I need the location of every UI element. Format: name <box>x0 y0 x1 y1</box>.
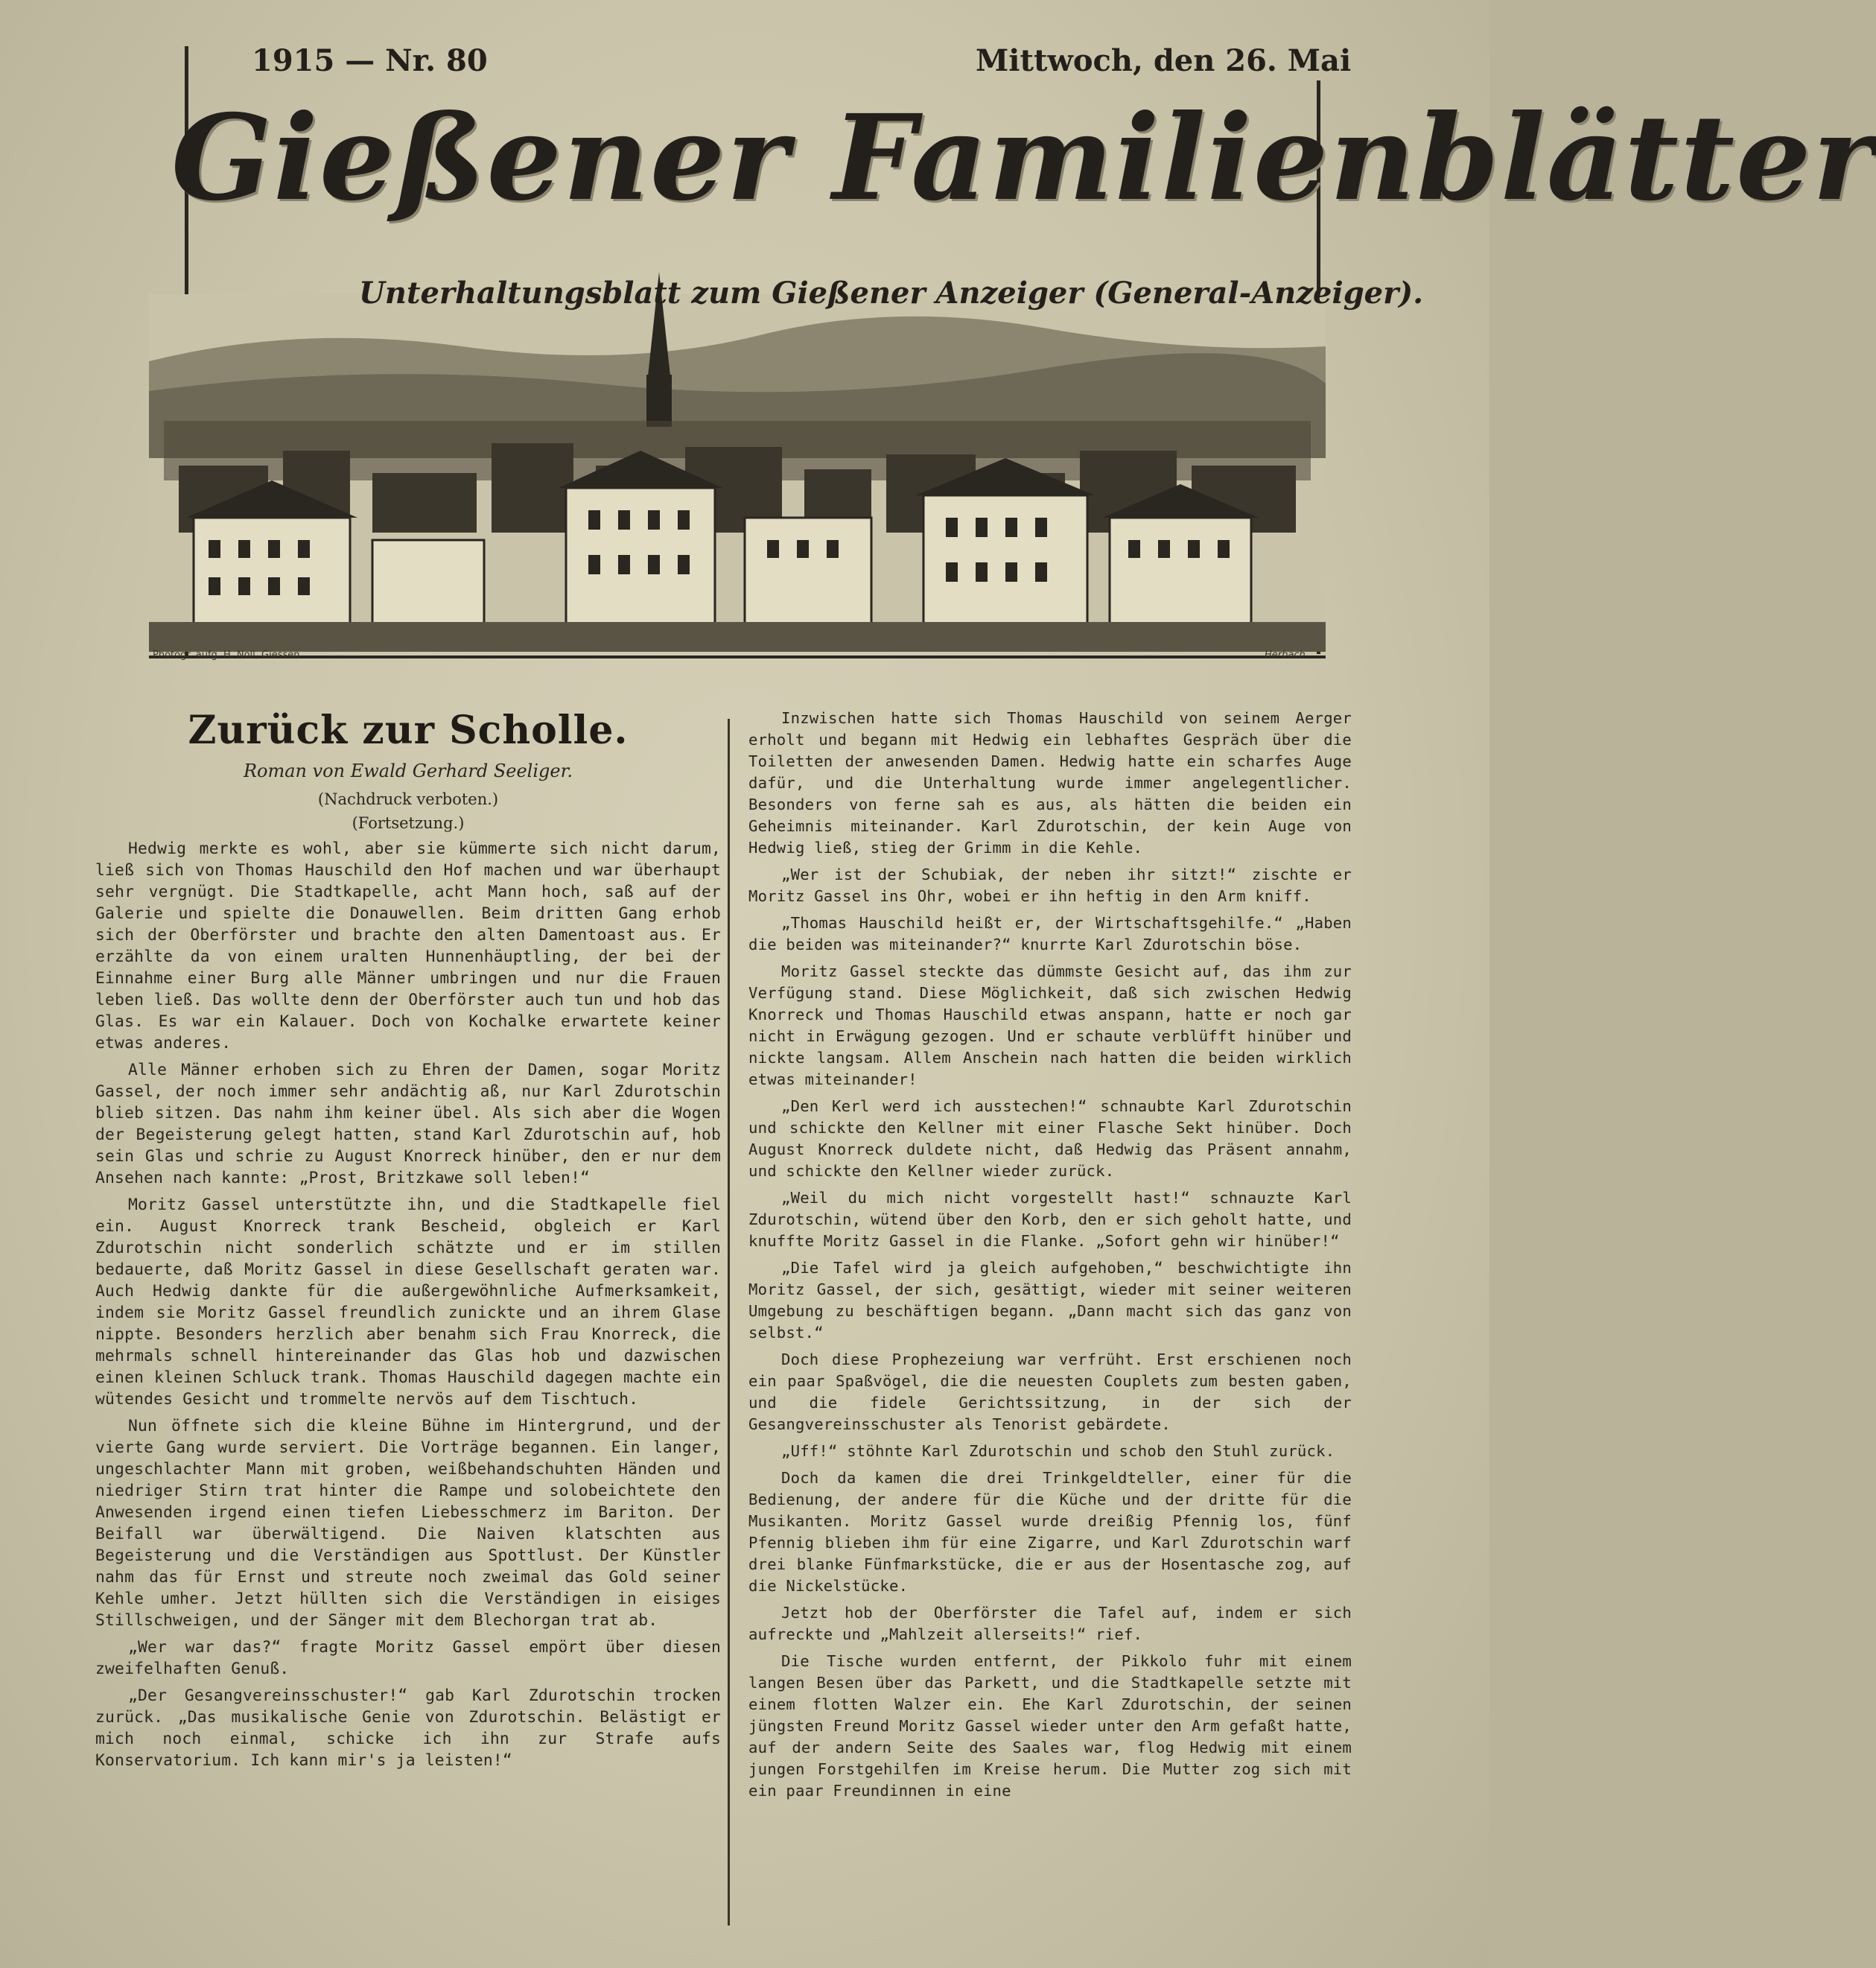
paragraph: Nun öffnete sich die kleine Bühne im Hintergrund, und der vierte Gang wurde serviert. Die Vorträge begannen. Ein langer, ungeschlachter Mann mit groben, weißbehandschuhten Händen und niedriger Stirn trat hinter die Rampe und solobeichtete den Anwesenden irgend einen tiefen Liebesschmerz im Bariton. Der Beifall war überwältigend. Die Naiven klatschten aus Begeisterung und die Verständigen aus Spottlust. Der Künstler nahm das für Ernst und streute noch zweimal das Gold seiner Kehle umher. Jetzt hüllten sich die Verständigen in eisiges Stillschweigen, und der Sänger mit dem Blechorgan trat ab. <box>95 1417 721 1630</box>
engraver-signature: Herbach <box>1265 650 1306 661</box>
paragraph: Doch diese Prophezeiung war verfrüht. Erst erschienen noch ein paar Spaßvögel, die die neuesten Couplets zum besten gaben, und die fidele Gerichtssitzung, in der sich der Gesangvereinsschuster als Tenorist gebärdete. <box>748 1350 1352 1433</box>
paragraph: „Den Kerl werd ich ausstechen!“ schnaubte Karl Zdurotschin und schickte den Kellner mit einer Flasche Sekt hinüber. Doch August Knorreck duldete nicht, daß Hedwig das Präsent annahm, und schickte den Kellner wieder zurück. <box>748 1097 1352 1180</box>
masthead-title: Gießener Familienblätter <box>171 89 1876 227</box>
story-title: Zurück zur Scholle. <box>188 708 629 753</box>
paragraph: „Die Tafel wird ja gleich aufgehoben,“ beschwichtigte ihn Moritz Gassel, der sich, gesättigt, wieder mit seiner weiteren Umgebung zu beschäftigen begann. „Dann macht sich das ganz von selbst.“ <box>748 1259 1352 1342</box>
paragraph: Hedwig merkte es wohl, aber sie kümmerte sich nicht darum, ließ sich von Thomas Hauschild den Hof machen und war überhaupt sehr vergnügt. Die Stadtkapelle, acht Mann hoch, saß auf der Galerie und spielte die Donauwellen. Beim dritten Gang erhob sich der Oberförster und brachte den alten Damentoast aus. Er erzählte da von einem uralten Hunnenhäuptling, der bei der Einnahme einer Burg alle Männer umbringen und nur die Frauen leben ließ. Das wollte denn der Oberförster auch tun und hob das Glas. Es war ein Kalauer. Doch von Kochalke erwartete keiner etwas anderes. <box>95 839 721 1053</box>
masthead-subtitle: Unterhaltungsblatt zum Gießener Anzeiger (General-Anzeiger). <box>359 276 1424 311</box>
paragraph: „Der Gesangvereinsschuster!“ gab Karl Zdurotschin trocken zurück. „Das musikalische Genie von Zdurotschin. Belästigt er mich noch einmal, schicke ich ihn zur Strafe aufs Konservatorium. Ich kann mir's ja leisten!“ <box>95 1686 721 1770</box>
paragraph: „Wer ist der Schubiak, der neben ihr sitzt!“ zischte er Moritz Gassel ins Ohr, wobei er ihn heftig in den Arm kniff. <box>748 866 1352 905</box>
column-divider <box>728 719 730 1926</box>
paragraph: Inzwischen hatte sich Thomas Hauschild von seinem Aerger erholt und begann mit Hedwig ein lebhaftes Gespräch über die Toiletten der anwesenden Damen. Hedwig hatte ein scharfes Auge dafür, und die Unterhaltung wurde immer angelegentlicher. Besonders von ferne sah es aus, als hätten die beiden ein Geheimnis miteinander. Karl Zdurotschin, der kein Auge von Hedwig ließ, stieg der Grimm in die Kehle. <box>748 709 1352 857</box>
paragraph: „Weil du mich nicht vorgestellt hast!“ schnauzte Karl Zdurotschin, wütend über den Korb, den er sich geholt hatte, und knuffte Moritz Gassel in die Flanke. „Sofort gehn wir hinüber!“ <box>748 1189 1352 1250</box>
paragraph: „Wer war das?“ fragte Moritz Gassel empört über diesen zweifelhaften Genuß. <box>95 1638 721 1678</box>
paragraph: „Uff!“ stöhnte Karl Zdurotschin und schob den Stuhl zurück. <box>781 1442 1335 1460</box>
paragraph: Moritz Gassel unterstützte ihn, und die Stadtkapelle fiel ein. August Knorreck trank Bescheid, obgleich er Karl Zdurotschin nicht sonderlich schätzte und er im stillen bedauerte, daß Moritz Gassel in diese Gesellschaft geraten war. Auch Hedwig dankte für die außergewöhnliche Aufmerksamkeit, indem sie Moritz Gassel freundlich zunickte und an ihrem Glase nippte. Besonders herzlich aber benahm sich Frau Knorreck, die mehrmals schnell hintereinander das Glas hob und dazwischen einen kleinen Schluck trank. Thomas Hauschild dagegen machte ein wütendes Gesicht und trommelte nervös auf dem Tischtuch. <box>95 1196 721 1409</box>
issue-number: 1915 — Nr. 80 <box>252 43 488 78</box>
issue-date: Mittwoch, den 26. Mai <box>976 43 1352 78</box>
right-column <box>748 708 1352 1807</box>
paragraph: Die Tische wurden entfernt, der Pikkolo fuhr mit einem langen Besen über das Parkett, und die Stadtkapelle setzte mit einem flotten Walzer ein. Ehe Karl Zdurotschin, der seinen jüngsten Freund Moritz Gassel wieder unter den Arm gefaßt hatte, auf der andern Seite des Saales war, flog Hedwig mit einem jungen Forstgehilfen im Kreise herum. Die Mutter zog sich mit ein paar Freundinnen in eine <box>748 1652 1352 1800</box>
reprint-note: (Nachdruck verboten.) <box>317 790 499 808</box>
paragraph: Alle Männer erhoben sich zu Ehren der Damen, sogar Moritz Gassel, der noch immer sehr andächtig aß, nur Karl Zdurotschin blieb sitzen. Das nahm ihm keiner übel. Als sich aber die Wogen der Begeisterung gelegt hatten, stand Karl Zdurotschin auf, hob sein Glas und schrie zu August Knorreck hinüber, den er nur dem Ansehen nach kannte: „Prost, Britzkawe soll leben!“ <box>95 1061 721 1187</box>
paragraph: „Thomas Hauschild heißt er, der Wirtschaftsgehilfe.“ „Haben die beiden was miteinander?“ knurrte Karl Zdurotschin böse. <box>748 914 1352 953</box>
paragraph: Moritz Gassel steckte das dümmste Gesicht auf, das ihm zur Verfügung stand. Diese Möglichkeit, daß sich zwischen Hedwig Knorreck und Thomas Hauschild etwas anspann, hatte er noch gar nicht in Erwägung gezogen. Und er schaute verblüfft hinüber und nickte langsam. Allem Anschein nach hatten die beiden wirklich etwas miteinander! <box>748 962 1352 1088</box>
paragraph: Jetzt hob der Oberförster die Tafel auf, indem er sich aufreckte und „Mahlzeit allerseits!“ rief. <box>748 1604 1352 1643</box>
city-illustration <box>149 294 1326 652</box>
frame-border-bottom <box>149 656 1326 658</box>
story-byline: Roman von Ewald Gerhard Seeliger. <box>243 761 573 781</box>
left-column <box>95 708 721 1777</box>
continuation-note: (Fortsetzung.) <box>352 814 465 832</box>
photo-credit: Photogr. aufg. H. Noll, Giessen <box>153 650 300 661</box>
paragraph: Doch da kamen die drei Trinkgeldteller, einer für die Bedienung, der andere für die Küche und der dritte für die Musikanten. Moritz Gassel wurde dreißig Pfennig los, fünf Pfennig blieben ihm für eine Zigarre, und Karl Zdurotschin warf drei blanke Fünfmarkstücke, die er aus der Hosentasche zog, auf die Nickelstücke. <box>748 1469 1352 1595</box>
